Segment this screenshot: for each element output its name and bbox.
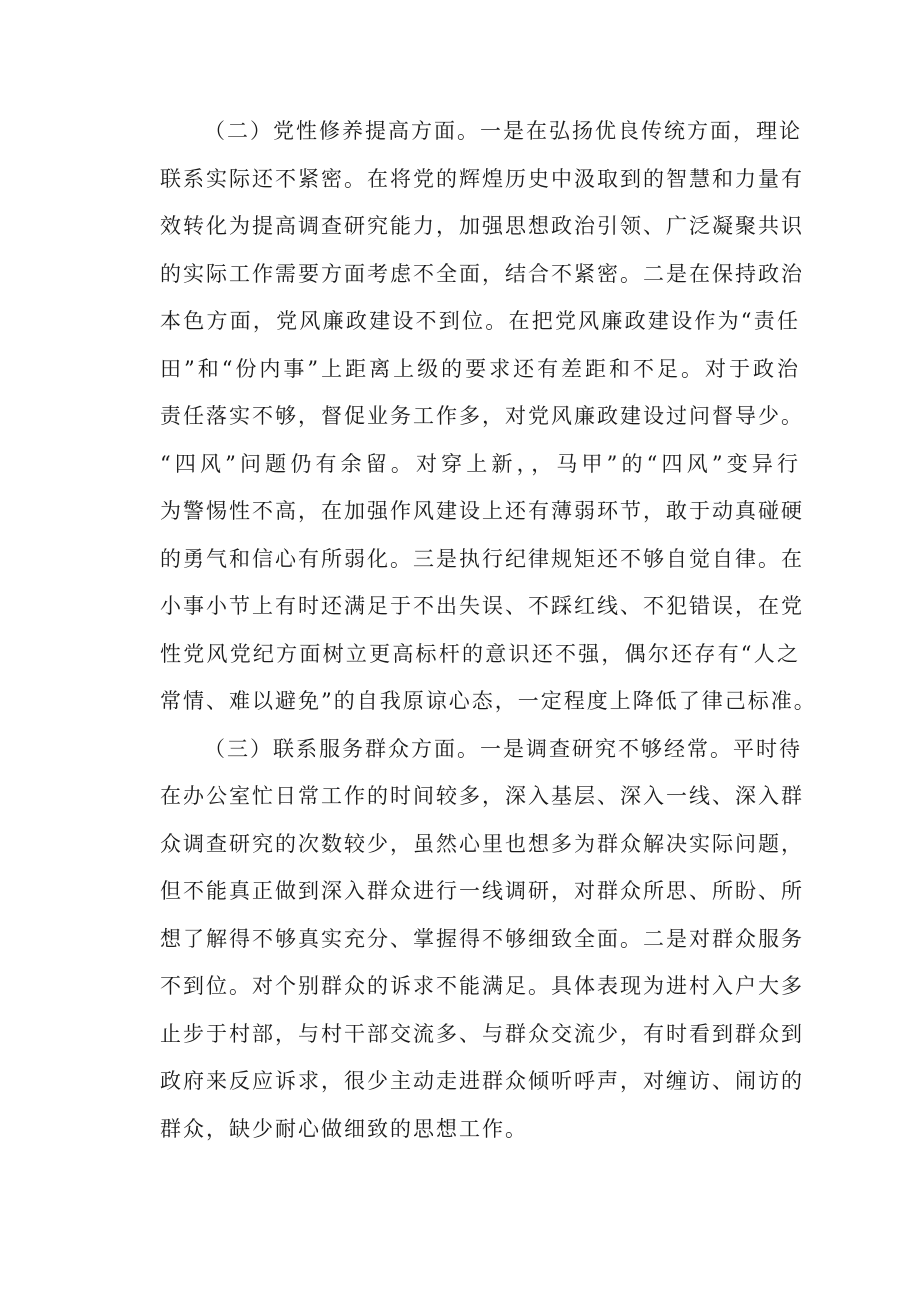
paragraph-line: 众调查研究的次数较少，虽然心里也想多为群众解决实际问题， bbox=[160, 831, 804, 856]
paragraph-line: “四风”问题仍有余留。对穿上新，，马甲”的“四风”变异行 bbox=[160, 451, 800, 476]
paragraph-line: 小事小节上有时还满足于不出失误、不踩红线、不犯错误，在党 bbox=[160, 594, 804, 618]
paragraph-line: 常情、难以避免”的自我原谅心态，一定程度上降低了律己标准。 bbox=[160, 689, 817, 713]
paragraph-serving-masses bbox=[160, 726, 804, 1154]
paragraph-line: 但不能真正做到深入群众进行一线调研，对群众所思、所盼、所 bbox=[160, 879, 804, 903]
paragraph-line: 的勇气和信心有所弱化。三是执行纪律规矩还不够自觉自律。在 bbox=[160, 546, 804, 571]
paragraph-line: 在办公室忙日常工作的时间较多，深入基层、深入一线、深入群 bbox=[160, 784, 804, 808]
paragraph-line: 责任落实不够，督促业务工作多，对党风廉政建设过问督导少。 bbox=[160, 404, 804, 428]
paragraph-line: 群众，缺少耐心做细致的思想工作。 bbox=[160, 1116, 528, 1141]
paragraph-line: 不到位。对个别群众的诉求不能满足。具体表现为进村入户大多 bbox=[160, 974, 804, 998]
paragraph-line: 效转化为提高调查研究能力，加强思想政治引领、广泛凝聚共识 bbox=[160, 214, 804, 238]
paragraph-line: （三）联系服务群众方面。一是调查研究不够经常。平时待 bbox=[204, 736, 802, 761]
paragraph-line: 为警惕性不高，在加强作风建设上还有薄弱环节，敢于动真碰硬 bbox=[160, 499, 804, 523]
paragraph-party-cultivation bbox=[160, 108, 817, 726]
paragraph-line: （二）党性修养提高方面。一是在弘扬优良传统方面，理论 bbox=[204, 119, 802, 143]
document-body bbox=[160, 108, 817, 1153]
paragraph-line: 政府来反应诉求，很少主动走进群众倾听呼声，对缠访、闹访的 bbox=[160, 1069, 804, 1093]
paragraph-line: 止步于村部，与村干部交流多、与群众交流少，有时看到群众到 bbox=[160, 1021, 804, 1046]
paragraph-line: 想了解得不够真实充分、掌握得不够细致全面。二是对群众服务 bbox=[160, 926, 804, 951]
paragraph-line: 田”和“份内事”上距离上级的要求还有差距和不足。对于政治 bbox=[160, 356, 800, 381]
paragraph-line: 本色方面，党风廉政建设不到位。在把党风廉政建设作为“责任 bbox=[160, 309, 800, 333]
paragraph-line: 联系实际还不紧密。在将党的辉煌历史中汲取到的智慧和力量有 bbox=[160, 166, 804, 191]
paragraph-line: 性党风党纪方面树立更高标杆的意识还不强，偶尔还存有“人之 bbox=[160, 641, 800, 666]
paragraph-line: 的实际工作需要方面考虑不全面，结合不紧密。二是在保持政治 bbox=[160, 261, 804, 286]
